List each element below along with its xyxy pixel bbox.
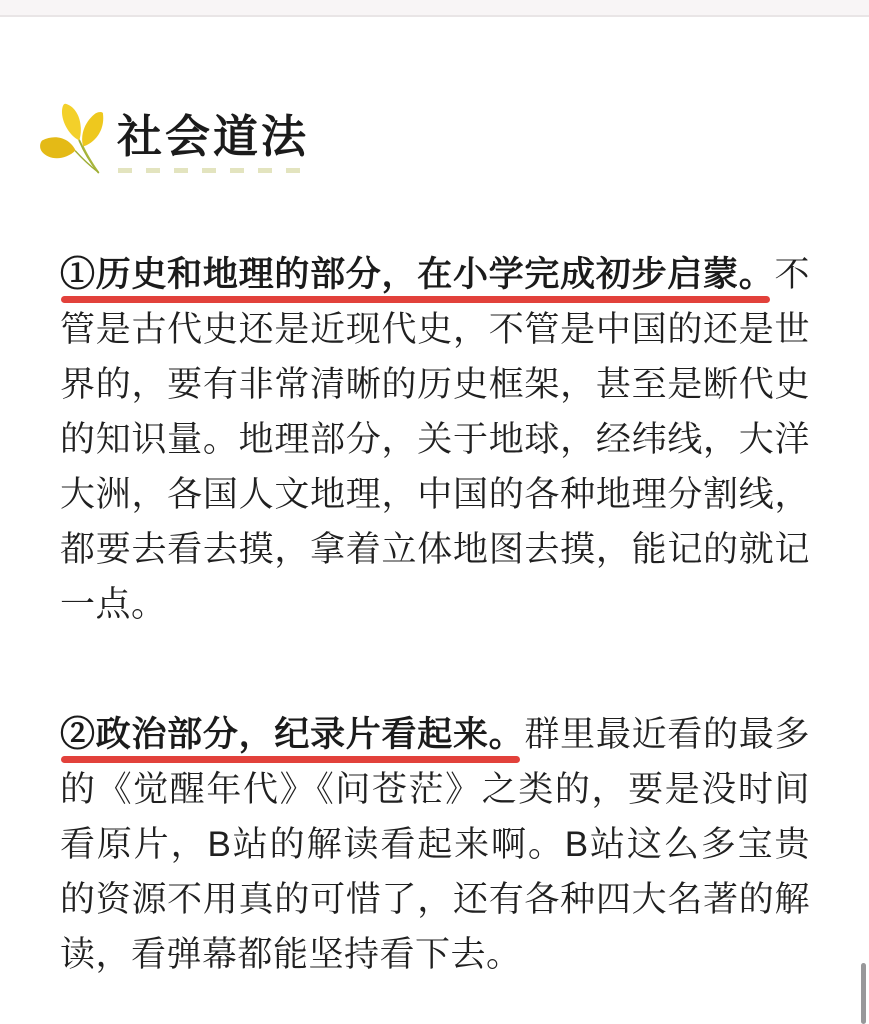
paragraph-politics <box>60 707 810 982</box>
highlight-sentence-1: ①历史和地理的部分，在小学完成初步启蒙。 <box>60 255 775 294</box>
title-dashed-underline <box>118 168 300 173</box>
paragraph-2-text: 群里最近看的最多的《觉醒年代》《问苍茫》之类的，要是没时间看原片，B站的解读看起来啊。B站这么多宝贵的资源不用真的可惜了，还有各种四大名著的解读，看弹幕都能坚持看下去。 <box>60 715 810 974</box>
leaf-icon <box>36 94 112 190</box>
paragraph-1-text: 不管是古代史还是近现代史，不管是中国的还是世界的，要有非常清晰的历史框架，甚至是断代史的知识量。地理部分，关于地球，经纬线，大洋大洲，各国人文地理，中国的各种地理分割线，都要去看去摸，拿着立体地图去摸，能记的就记一点。 <box>60 255 810 624</box>
vertical-scrollbar-thumb[interactable] <box>861 963 866 1024</box>
article-body <box>60 247 810 982</box>
top-edge-band <box>0 0 869 17</box>
paragraph-history-geography <box>60 247 810 632</box>
highlight-sentence-2: ②政治部分，纪录片看起来。 <box>60 715 525 754</box>
section-title: 社会道法 <box>117 111 310 162</box>
